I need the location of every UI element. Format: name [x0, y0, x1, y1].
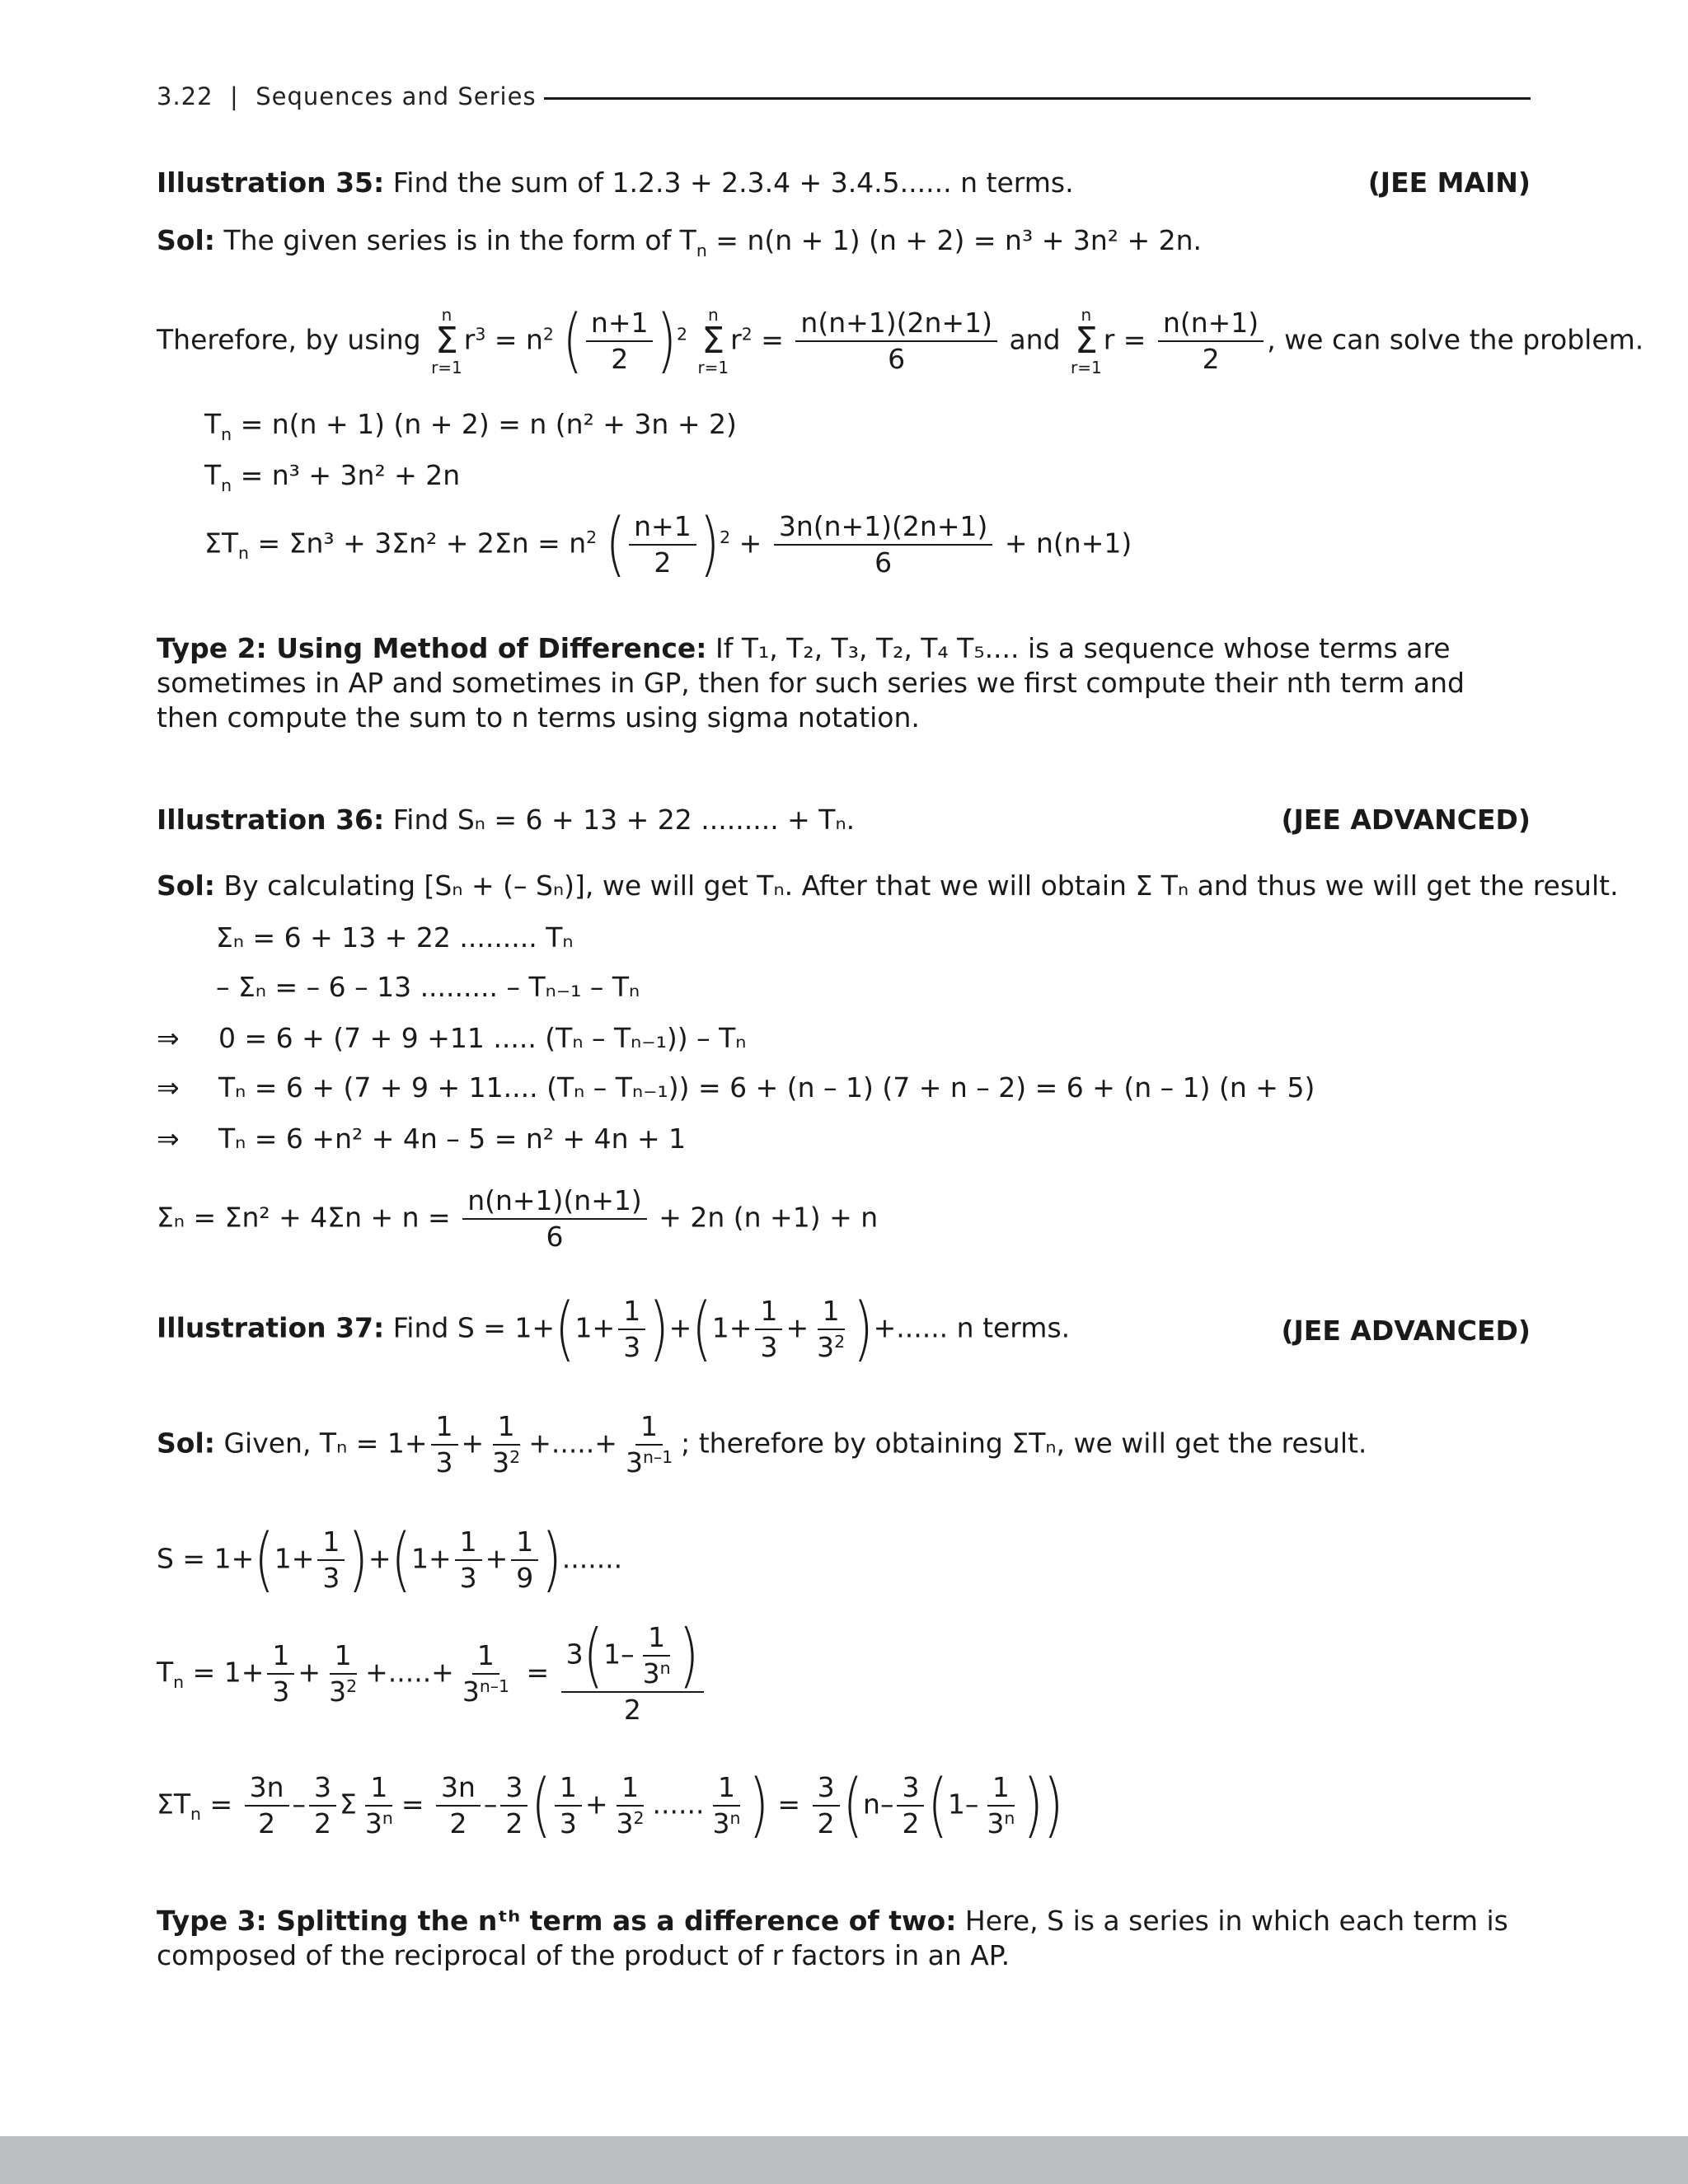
chapter-title: Sequences and Series	[256, 82, 537, 110]
derivation-line-3: $\Sigma T_n = \Sigma n^3 + 3\Sigma n^2 + 2\Sigma n = n^2$ ( $\frac{n+1}{2}$ )$^2$ + $\frac{3n(n+1)(2n+1)}{6}$ + n(n+1)	[204, 503, 1132, 585]
type-2-title: Type 2: Using Method of Difference:	[157, 632, 707, 664]
illustration-37-text: Find S =	[392, 1311, 515, 1344]
tn-closed-form: $T_n = 1+$ $\frac{1}{3}$ + $\frac{1}{3^2}$ +.....+ $\frac{1}{3^{n-1}}$ = 3(1– $\frac{1}{3^n}$ ) 2	[157, 1622, 707, 1726]
implies-arrow-1: ⇒	[157, 1022, 180, 1054]
illustration-37-solution: Sol: Given, Tₙ = 1+ $\frac{1}{3}$ + $\frac{1}{3^2}$ +.....+ $\frac{1}{3^{n-1}}$ ; therefore by obtaining ΣTₙ, we will get the result.	[157, 1410, 1367, 1479]
illustration-37: Illustration 37: Find S = 1+(1+ $\frac{1}{3}$ )+(1+ $\frac{1}{3}$ + $\frac{1}{3^2}$ )+...... n terms.	[157, 1287, 1071, 1370]
illustration-36-text: Find Sₙ = 6 + 13 + 22 ......... + Tₙ.	[392, 804, 856, 836]
sol-text: The given series is in the form of T	[223, 224, 696, 256]
type-3-paragraph	[157, 1904, 1531, 1973]
header-separator: |	[230, 82, 239, 110]
illustration-35-solution: Sol: The given series is in the form of $T_n = n(n + 1) (n + 2) = n^3 + 3n^2 + 2n$.	[157, 224, 1202, 260]
type-3-title: Type 3: Splitting the nᵗʰ term as a difference of two:	[157, 1905, 957, 1937]
derivation-line-1: $T_n = n(n + 1) (n + 2) = n$ (n² + 3n + 2)	[204, 408, 737, 444]
implies-arrow-2: ⇒	[157, 1071, 180, 1104]
type-2-text: If T₁, T₂, T₃, T₂, T₄ T₅.... is a sequence whose terms are sometimes in AP and sometimes in GP, then for such series we first compute their nth term and then compute the sum to n terms using sigma notation.	[157, 632, 1465, 733]
illustration-35	[157, 166, 1074, 199]
illustration-37-title: Illustration 37:	[157, 1311, 385, 1344]
sol-label: Sol:	[157, 869, 215, 902]
type-3-text: Here, S is a series in which each term is composed of the reciprocal of the product of r factors in an AP.	[157, 1905, 1508, 1971]
footer-bar	[0, 2136, 1688, 2184]
illustration-35-text: Find the sum of 1.2.3 + 2.3.4 + 3.4.5...... n terms.	[392, 166, 1074, 199]
step-line-3: 0 = 6 + (7 + 9 +11 ..... (Tₙ – Tₙ₋₁)) – Tₙ	[218, 1022, 747, 1054]
solve-text: , we can solve the problem.	[1267, 323, 1644, 356]
type-2-paragraph	[157, 631, 1531, 735]
header-rule	[544, 97, 1531, 100]
s-expansion: S = 1+(1+ $\frac{1}{3}$ )+(1+ $\frac{1}{3}$ + $\frac{1}{9}$ ).......	[157, 1518, 623, 1601]
and-text: and	[1009, 323, 1061, 356]
step-line-1: Σₙ = 6 + 13 + 22 ......... Tₙ	[216, 921, 574, 954]
formula-line-35: Therefore, by using n Σ r=1 $r^3 = n^2$ ( $\frac{n+1}{2}$ )$^2$ n Σ r=1 $r^2$ = $\frac{n(n+1)(2n+1)}{6}$ and n Σ r=1 r = $\frac{n(n+1)}{2}$ , we can solve the problem.	[157, 299, 1644, 382]
illustration-35-title: Illustration 35:	[157, 166, 385, 199]
page-number: 3.22	[157, 82, 213, 110]
illustration-36-title: Illustration 36:	[157, 804, 385, 836]
sol-label: Sol:	[157, 224, 215, 256]
sol-label: Sol:	[157, 1427, 215, 1460]
derivation-line-2: $T_n = n^3 + 3n^2 + 2n$	[204, 459, 461, 495]
therefore-text: Therefore, by using	[157, 323, 421, 356]
implies-arrow-3: ⇒	[157, 1122, 180, 1155]
sum-line-36: Σₙ = Σn² + 4Σn + n = $\frac{n(n+1)(n+1)}{6}$ + 2n (n +1) + n	[157, 1184, 879, 1253]
illustration-36-solution	[157, 869, 1619, 902]
step-line-4: Tₙ = 6 + (7 + 9 + 11.... (Tₙ – Tₙ₋₁)) = 6 + (n – 1) (7 + n – 2) = 6 + (n – 1) (n + 5)	[218, 1071, 1315, 1104]
sol-rest: = n(n + 1) (n + 2) = n³ + 3n² + 2n.	[706, 224, 1202, 256]
illustration-36	[157, 804, 855, 837]
illustration-36-tag: (JEE ADVANCED)	[1281, 804, 1531, 836]
illustration-37-tag: (JEE ADVANCED)	[1281, 1315, 1531, 1347]
illustration-35-tag: (JEE MAIN)	[1367, 166, 1531, 199]
step-line-5: Tₙ = 6 +n² + 4n – 5 = n² + 4n + 1	[218, 1122, 687, 1155]
running-header	[157, 82, 537, 111]
sol-text: By calculating [Sₙ + (– Sₙ)], we will get Tₙ. After that we will obtain Σ Tₙ and thus we will get the result.	[223, 869, 1619, 902]
step-line-2: – Σₙ = – 6 – 13 ......... – Tₙ₋₁ – Tₙ	[216, 971, 640, 1003]
sigma-tn-result: $\Sigma T_n$ = $\frac{3n}{2}$ – $\frac{3}{2}$ Σ $\frac{1}{3^n}$ = $\frac{3n}{2}$ – $\frac{3}{2}$ ( $\frac{1}{3}$ + $\frac{1}{3^2}$ ...... $\frac{1}{3^n}$ ) = $\frac{3}{2}$ (n– $\frac{3}{2}$ (1– $\frac{1}{3^n}$ ))	[157, 1764, 1064, 1846]
